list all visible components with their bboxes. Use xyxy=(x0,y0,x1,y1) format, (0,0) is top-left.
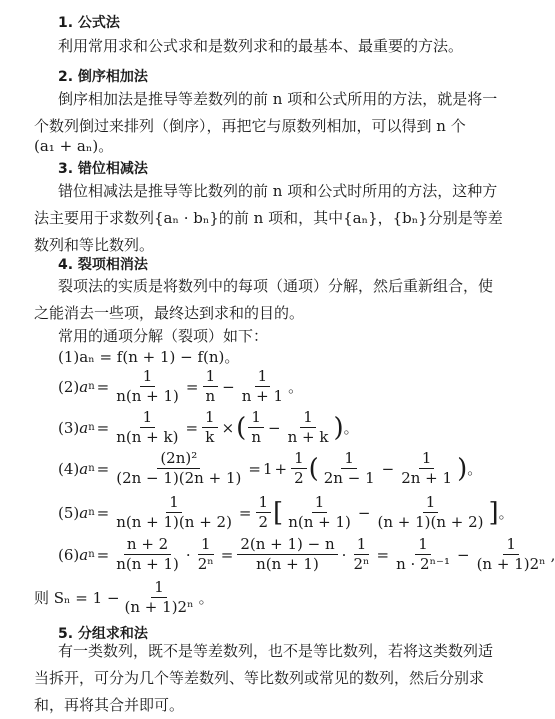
fraction xyxy=(113,368,182,405)
numerator: n + 2 xyxy=(124,536,171,555)
denominator: n(n + 1) xyxy=(256,555,319,573)
section-heading-split-cancel: 4. 裂项相消法 xyxy=(58,257,148,273)
numerator: 2(n + 1) − n xyxy=(237,536,337,555)
fraction xyxy=(398,450,455,487)
fraction xyxy=(256,494,272,531)
fraction xyxy=(113,536,182,573)
denominator: n + k xyxy=(287,428,329,446)
section-heading-formula: 1. 公式法 xyxy=(58,15,120,31)
denominator: 2 xyxy=(258,513,269,531)
denominator: n(n + 1)(n + 2) xyxy=(116,513,232,531)
fraction xyxy=(113,450,244,487)
numerator: 1 xyxy=(291,450,307,469)
numerator: 1 xyxy=(140,368,156,387)
numerator: 1 xyxy=(248,409,264,428)
paragraph-formula: 利用常用求和公式求和是数列求和的最基本、最重要的方法。 xyxy=(58,37,464,55)
sum-prefix: 则 Sₙ = 1 − xyxy=(34,589,120,607)
fraction xyxy=(321,450,378,487)
paragraph-reverse-add-tail: (a₁ + aₙ)。 xyxy=(34,137,114,155)
denominator: (n + 1)2ⁿ xyxy=(124,598,194,616)
numerator: 1 xyxy=(166,494,182,513)
fraction xyxy=(248,409,264,446)
fraction xyxy=(350,536,372,573)
section-heading-reverse-add: 2. 倒序相加法 xyxy=(58,69,148,85)
numerator: 1 xyxy=(198,536,214,555)
formula-6: (6) a n = $\frac{n + 2}{n(n + 1)}$ · $\frac{1}{\text{2ⁿ}}$ = $\frac{2(n + 1) - n}{n(n + 1)}$ · $\frac{1}{\text{2ⁿ}}$ = $\frac{1}{\text{n · 2ⁿ⁻¹}}$ − $\frac{1}{\text{(n + 1)2ⁿ}}$ , xyxy=(58,535,555,573)
denominator: n + 1 xyxy=(241,387,284,405)
paragraph-misaligned-subtract: 错位相减法是推导等比数列的前 n 项和公式时所用的方法，这种方法主要用于求数列{aₙ · bₙ}的前 n 项和，其中{aₙ}，{bₙ}分别是等差数列和等比数列。 xyxy=(34,182,503,254)
formula-label: (5) xyxy=(58,503,80,522)
formula-4: (4) a n = $\frac{\text{(2n)²}}{(2n - 1)(2n + 1)}$ = 1 + $\frac{1}{2}$ ( $\frac{1}{2n - 1}$ − $\frac{1}{2n + 1}$ ) 。 xyxy=(58,449,483,487)
numerator: 1 xyxy=(423,494,439,513)
numerator: 1 xyxy=(151,579,167,598)
fraction xyxy=(474,536,549,573)
numerator: 1 xyxy=(203,368,219,387)
formula-1: (1)aₙ = f(n + 1) − f(n)。 xyxy=(58,348,240,366)
paragraph-split-cancel: 裂项法的实质是将数列中的每项（通项）分解，然后重新组合，使之能消去一些项，最终达到求和的目的。 xyxy=(34,277,494,322)
formula-label: (6) xyxy=(58,545,80,564)
fraction xyxy=(291,450,307,487)
denominator: n(n + 1) xyxy=(116,387,179,405)
denominator: (2n − 1)(2n + 1) xyxy=(116,469,242,487)
fraction xyxy=(122,579,197,616)
fraction xyxy=(202,409,218,446)
formula-label: (3) xyxy=(58,418,80,437)
fraction xyxy=(393,536,453,573)
fraction xyxy=(239,368,286,405)
fraction xyxy=(203,368,219,405)
formula-label: (2) xyxy=(58,377,80,396)
denominator: n(n + k) xyxy=(116,428,179,446)
fraction xyxy=(195,536,217,573)
formula-label: (4) xyxy=(58,459,80,478)
denominator: n xyxy=(251,428,261,446)
fraction xyxy=(237,536,337,573)
numerator: 1 xyxy=(312,494,328,513)
numerator: 1 xyxy=(341,450,357,469)
denominator: (n + 1)2ⁿ xyxy=(476,555,546,573)
paragraph-reverse-add: 倒序相加法是推导等差数列的前 n 项和公式所用的方法，就是将一个数列倒过来排列（倒序），再把它与原数列相加，可以得到 n 个 xyxy=(34,90,498,135)
numerator: (2n)² xyxy=(157,450,200,469)
denominator: n xyxy=(205,387,216,405)
formula-5: (5) a n = $\frac{1}{n(n + 1)(n + 2)}$ = $\frac{1}{2}$ [ $\frac{1}{n(n + 1)}$ − $\frac{1}{(n + 1)(n + 2)}$ ] 。 xyxy=(58,493,514,531)
denominator: 2n + 1 xyxy=(401,469,453,487)
numerator: 1 xyxy=(140,409,156,428)
numerator: 1 xyxy=(255,368,271,387)
numerator: 1 xyxy=(419,450,435,469)
section-heading-misaligned-subtract: 3. 错位相减法 xyxy=(58,161,148,177)
paragraph-group-sum: 有一类数列，既不是等差数列，也不是等比数列，若将这类数列适当拆开，可分为几个等差数列、等比数列或常见的数列，然后分别求和，再将其合并即可。 xyxy=(34,642,494,714)
denominator: 2ⁿ xyxy=(353,555,370,573)
fraction xyxy=(285,494,354,531)
denominator: 2ⁿ xyxy=(197,555,214,573)
denominator: (n + 1)(n + 2) xyxy=(377,513,484,531)
denominator: 2n − 1 xyxy=(323,469,375,487)
constant-term: 1 xyxy=(262,459,273,478)
sum-result: 则 Sₙ = 1 − $\frac{1}{\text{(n + 1)2ⁿ}}$ 。 xyxy=(34,578,214,616)
denominator: k xyxy=(205,428,215,446)
numerator: 1 xyxy=(503,536,519,555)
numerator: 1 xyxy=(256,494,272,513)
numerator: 1 xyxy=(354,536,370,555)
formula-list-intro: 常用的通项分解（裂项）如下： xyxy=(58,327,269,345)
numerator: 1 xyxy=(300,409,316,428)
fraction xyxy=(113,494,235,531)
denominator: 2 xyxy=(294,469,304,487)
denominator: n · 2ⁿ⁻¹ xyxy=(396,555,450,573)
formula-2: (2) a n = $\frac{1}{n(n + 1)}$ = $\frac{1}{n}$ − $\frac{1}{n + 1}$ 。 xyxy=(58,367,304,405)
fraction xyxy=(374,494,486,531)
section-heading-group-sum: 5. 分组求和法 xyxy=(58,626,148,642)
formula-3: (3) a n = $\frac{1}{n(n + k)}$ = $\frac{1}{k}$ × ( $\frac{1}{n}$ − $\frac{1}{n + k}$ ) 。 xyxy=(58,408,359,446)
fraction xyxy=(113,409,181,446)
fraction xyxy=(285,409,332,446)
numerator: 1 xyxy=(202,409,218,428)
denominator: n(n + 1) xyxy=(116,555,179,573)
numerator: 1 xyxy=(415,536,431,555)
denominator: n(n + 1) xyxy=(288,513,351,531)
